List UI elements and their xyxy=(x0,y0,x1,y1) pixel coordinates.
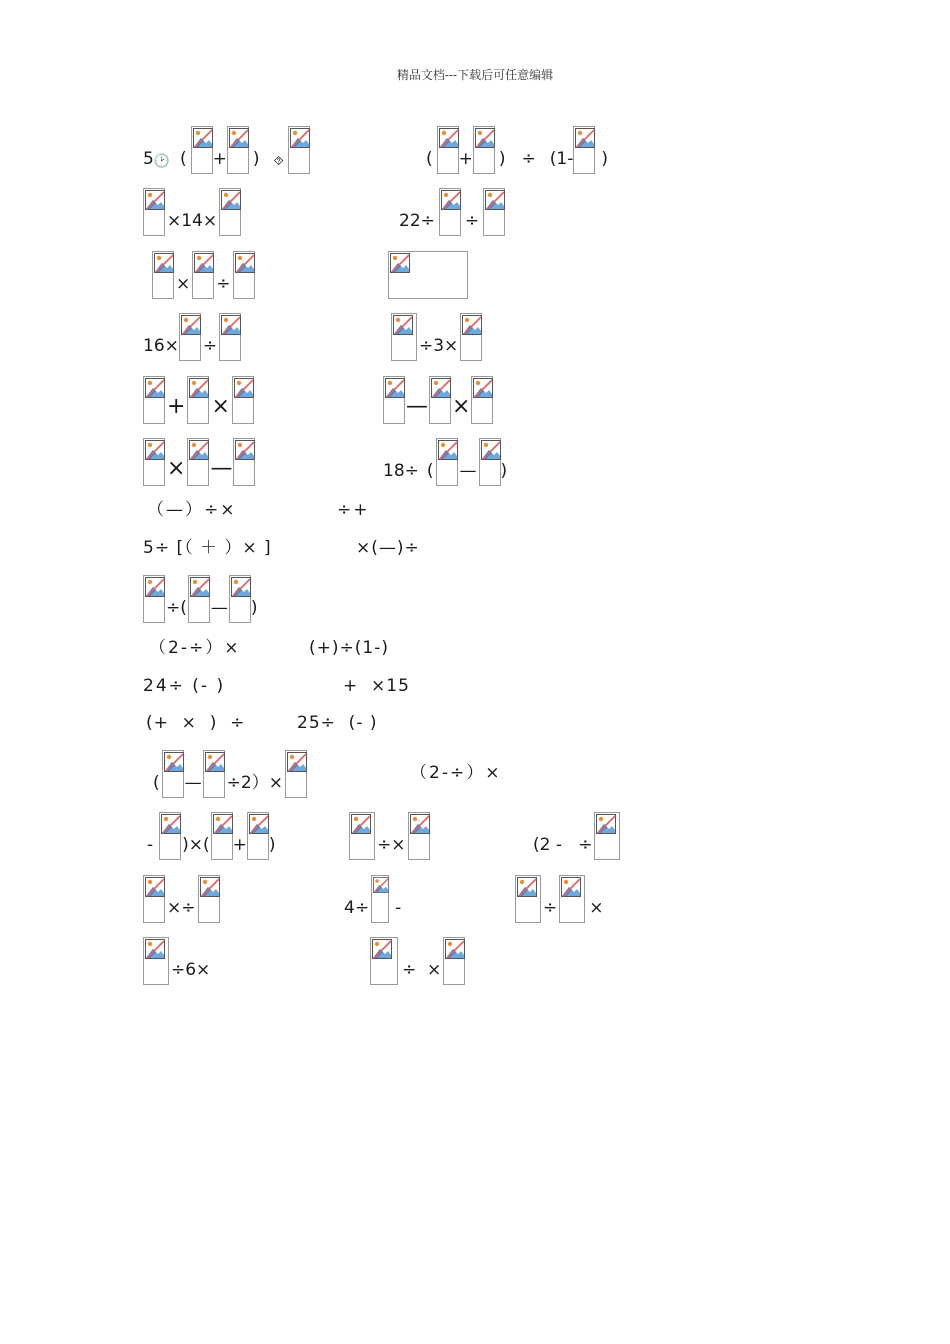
fraction-image-icon xyxy=(143,875,165,923)
fraction-image-icon xyxy=(219,188,241,236)
expression-1b xyxy=(426,124,608,174)
fraction-image-icon xyxy=(198,875,220,923)
expr-text: × xyxy=(211,394,230,419)
expr-text: 4÷ xyxy=(344,898,370,918)
fraction-image-icon xyxy=(247,812,269,860)
expression-10a xyxy=(149,636,240,660)
fraction-image-icon xyxy=(187,438,209,486)
fraction-image-icon xyxy=(408,812,430,860)
fraction-image-icon xyxy=(437,126,459,174)
expression-7a xyxy=(147,498,237,522)
fraction-image-icon xyxy=(152,251,174,299)
fraction-image-icon xyxy=(191,126,213,174)
page-header: 精品文档---下载后可任意编辑 xyxy=(396,68,554,82)
fraction-image-icon xyxy=(443,937,465,985)
fraction-image-icon xyxy=(559,875,585,923)
expression-2a xyxy=(143,186,241,236)
expression-6a xyxy=(143,436,255,486)
fraction-image-icon xyxy=(143,376,165,424)
expr-text: (+)÷(1-) xyxy=(309,637,389,658)
fraction-image-icon xyxy=(479,438,501,486)
expr-text: ×(—)÷ xyxy=(356,537,420,558)
fraction-image-icon xyxy=(473,126,495,174)
expr-text: )×( xyxy=(182,835,210,855)
expression-13a xyxy=(153,748,307,798)
expression-15a xyxy=(143,873,220,923)
fraction-image-icon xyxy=(232,376,254,424)
expr-text: + xyxy=(212,149,227,169)
expr-text: — xyxy=(210,456,233,481)
fraction-image-icon xyxy=(143,188,165,236)
fraction-image-icon xyxy=(383,376,405,424)
expr-text: — xyxy=(210,598,228,618)
expr-text: 25÷ (- ) xyxy=(297,712,378,733)
expression-1a xyxy=(143,124,310,174)
fraction-image-icon xyxy=(439,188,461,236)
expression-3a xyxy=(152,249,255,299)
expr-text: - xyxy=(395,898,402,918)
expression-4b xyxy=(391,311,482,361)
expr-text: ÷ × xyxy=(402,960,442,980)
fraction-image-icon xyxy=(429,376,451,424)
expr-text: ) xyxy=(601,149,609,169)
expr-text: 22÷ xyxy=(399,211,435,231)
fraction-image-icon xyxy=(288,126,310,174)
expr-text: × xyxy=(452,394,471,419)
expr-text: ÷× xyxy=(377,835,406,855)
expression-15c xyxy=(515,873,604,923)
expr-text: + xyxy=(458,149,473,169)
fraction-image-icon xyxy=(391,313,417,361)
fraction-image-icon xyxy=(594,812,620,860)
fraction-image-icon xyxy=(573,126,595,174)
expression-12b xyxy=(297,711,378,735)
fraction-image-icon xyxy=(233,251,255,299)
expr-text: ÷ xyxy=(202,336,218,356)
fraction-image-icon xyxy=(229,575,251,623)
expr-text: ÷3× xyxy=(419,336,459,356)
expression-8b xyxy=(356,536,420,560)
fraction-image-icon xyxy=(371,875,389,923)
fraction-image-icon xyxy=(388,251,468,299)
expr-text: （—）÷× xyxy=(147,499,237,520)
expr-text: × xyxy=(167,456,186,481)
expression-6b xyxy=(383,436,507,486)
fraction-image-icon xyxy=(515,875,541,923)
fraction-image-icon xyxy=(219,313,241,361)
expression-16b xyxy=(370,935,465,985)
unknown-glyph-icon: ⯑ xyxy=(273,154,284,169)
expression-10b xyxy=(309,636,389,660)
fraction-image-icon xyxy=(233,438,255,486)
expression-14b xyxy=(349,810,430,860)
expr-text: ( xyxy=(426,149,433,169)
expression-14c xyxy=(533,810,620,860)
expr-text: ÷ xyxy=(521,149,536,169)
expr-text: （2-÷）× xyxy=(410,762,502,783)
fraction-image-icon xyxy=(143,438,165,486)
fraction-image-icon xyxy=(192,251,214,299)
expression-7b xyxy=(337,498,370,522)
expr-text: × xyxy=(176,274,191,294)
expr-text: (2 - ÷ xyxy=(533,835,593,855)
expression-16a xyxy=(143,935,210,985)
expr-text: （2-÷）× xyxy=(149,637,241,658)
expr-text: — xyxy=(406,394,428,419)
expr-text: ÷ xyxy=(464,211,480,231)
fraction-image-icon xyxy=(370,937,398,985)
expression-13b xyxy=(410,761,501,785)
fraction-image-icon xyxy=(471,376,493,424)
expression-14a xyxy=(147,810,276,860)
fraction-image-icon xyxy=(285,750,307,798)
fraction-image-icon xyxy=(162,750,184,798)
expr-text: ×÷ xyxy=(167,898,196,918)
expression-2b xyxy=(399,186,505,236)
expr-text: 5÷ [（ ＋ ）× ] xyxy=(143,537,272,558)
expression-5b xyxy=(383,374,493,424)
expr-text: ) xyxy=(498,149,506,169)
expr-text: - xyxy=(147,835,154,855)
fraction-image-icon xyxy=(483,188,505,236)
expr-text: (1- xyxy=(549,149,574,169)
expr-text: (+ × ) ÷ xyxy=(146,712,246,733)
expr-text: 16× xyxy=(143,336,179,356)
fraction-image-icon xyxy=(179,313,201,361)
expr-text: ×14× xyxy=(167,211,218,231)
expr-text: ( xyxy=(426,461,434,481)
expr-text: ÷2）× xyxy=(226,773,283,793)
expr-text: + ×15 xyxy=(343,675,410,696)
fraction-image-icon xyxy=(188,575,210,623)
expr-text: ) xyxy=(268,835,276,855)
fraction-image-icon xyxy=(203,750,225,798)
expr-text: ÷+ xyxy=(337,499,370,520)
expr-text: + xyxy=(167,394,186,419)
expr-text: 5 xyxy=(143,149,154,169)
expr-text: ÷( xyxy=(166,598,187,618)
fraction-image-icon xyxy=(460,313,482,361)
expr-text: ( xyxy=(153,773,160,793)
expression-9a xyxy=(143,573,258,623)
fraction-image-icon xyxy=(349,812,375,860)
clock-icon: 🕑 xyxy=(153,154,171,169)
expression-8a xyxy=(143,536,272,560)
expr-text: ( xyxy=(180,149,187,169)
expr-text: ) xyxy=(500,461,508,481)
expr-text: + xyxy=(232,835,247,855)
expr-text: 18÷ xyxy=(383,461,419,481)
expr-text: ÷ xyxy=(543,898,558,918)
fraction-image-icon xyxy=(159,812,181,860)
fraction-image-icon xyxy=(436,438,458,486)
expression-3b xyxy=(388,249,468,299)
expr-text: 24÷ (- ) xyxy=(143,675,226,696)
expression-11a xyxy=(143,674,225,698)
expr-text: ) xyxy=(252,149,260,169)
expression-15b xyxy=(344,873,401,923)
expression-12a xyxy=(146,711,245,735)
expr-text: ) xyxy=(250,598,258,618)
fraction-image-icon xyxy=(227,126,249,174)
expr-text: ÷6× xyxy=(171,960,211,980)
fraction-image-icon xyxy=(143,575,165,623)
expression-5a xyxy=(143,374,254,424)
expression-11b xyxy=(343,674,410,698)
expr-text: ÷ xyxy=(216,274,231,294)
fraction-image-icon xyxy=(187,376,209,424)
expr-text: — xyxy=(459,461,477,481)
expr-text: — xyxy=(184,773,202,793)
expression-4a xyxy=(143,311,241,361)
expr-text: × xyxy=(589,898,604,918)
fraction-image-icon xyxy=(143,937,169,985)
fraction-image-icon xyxy=(211,812,233,860)
